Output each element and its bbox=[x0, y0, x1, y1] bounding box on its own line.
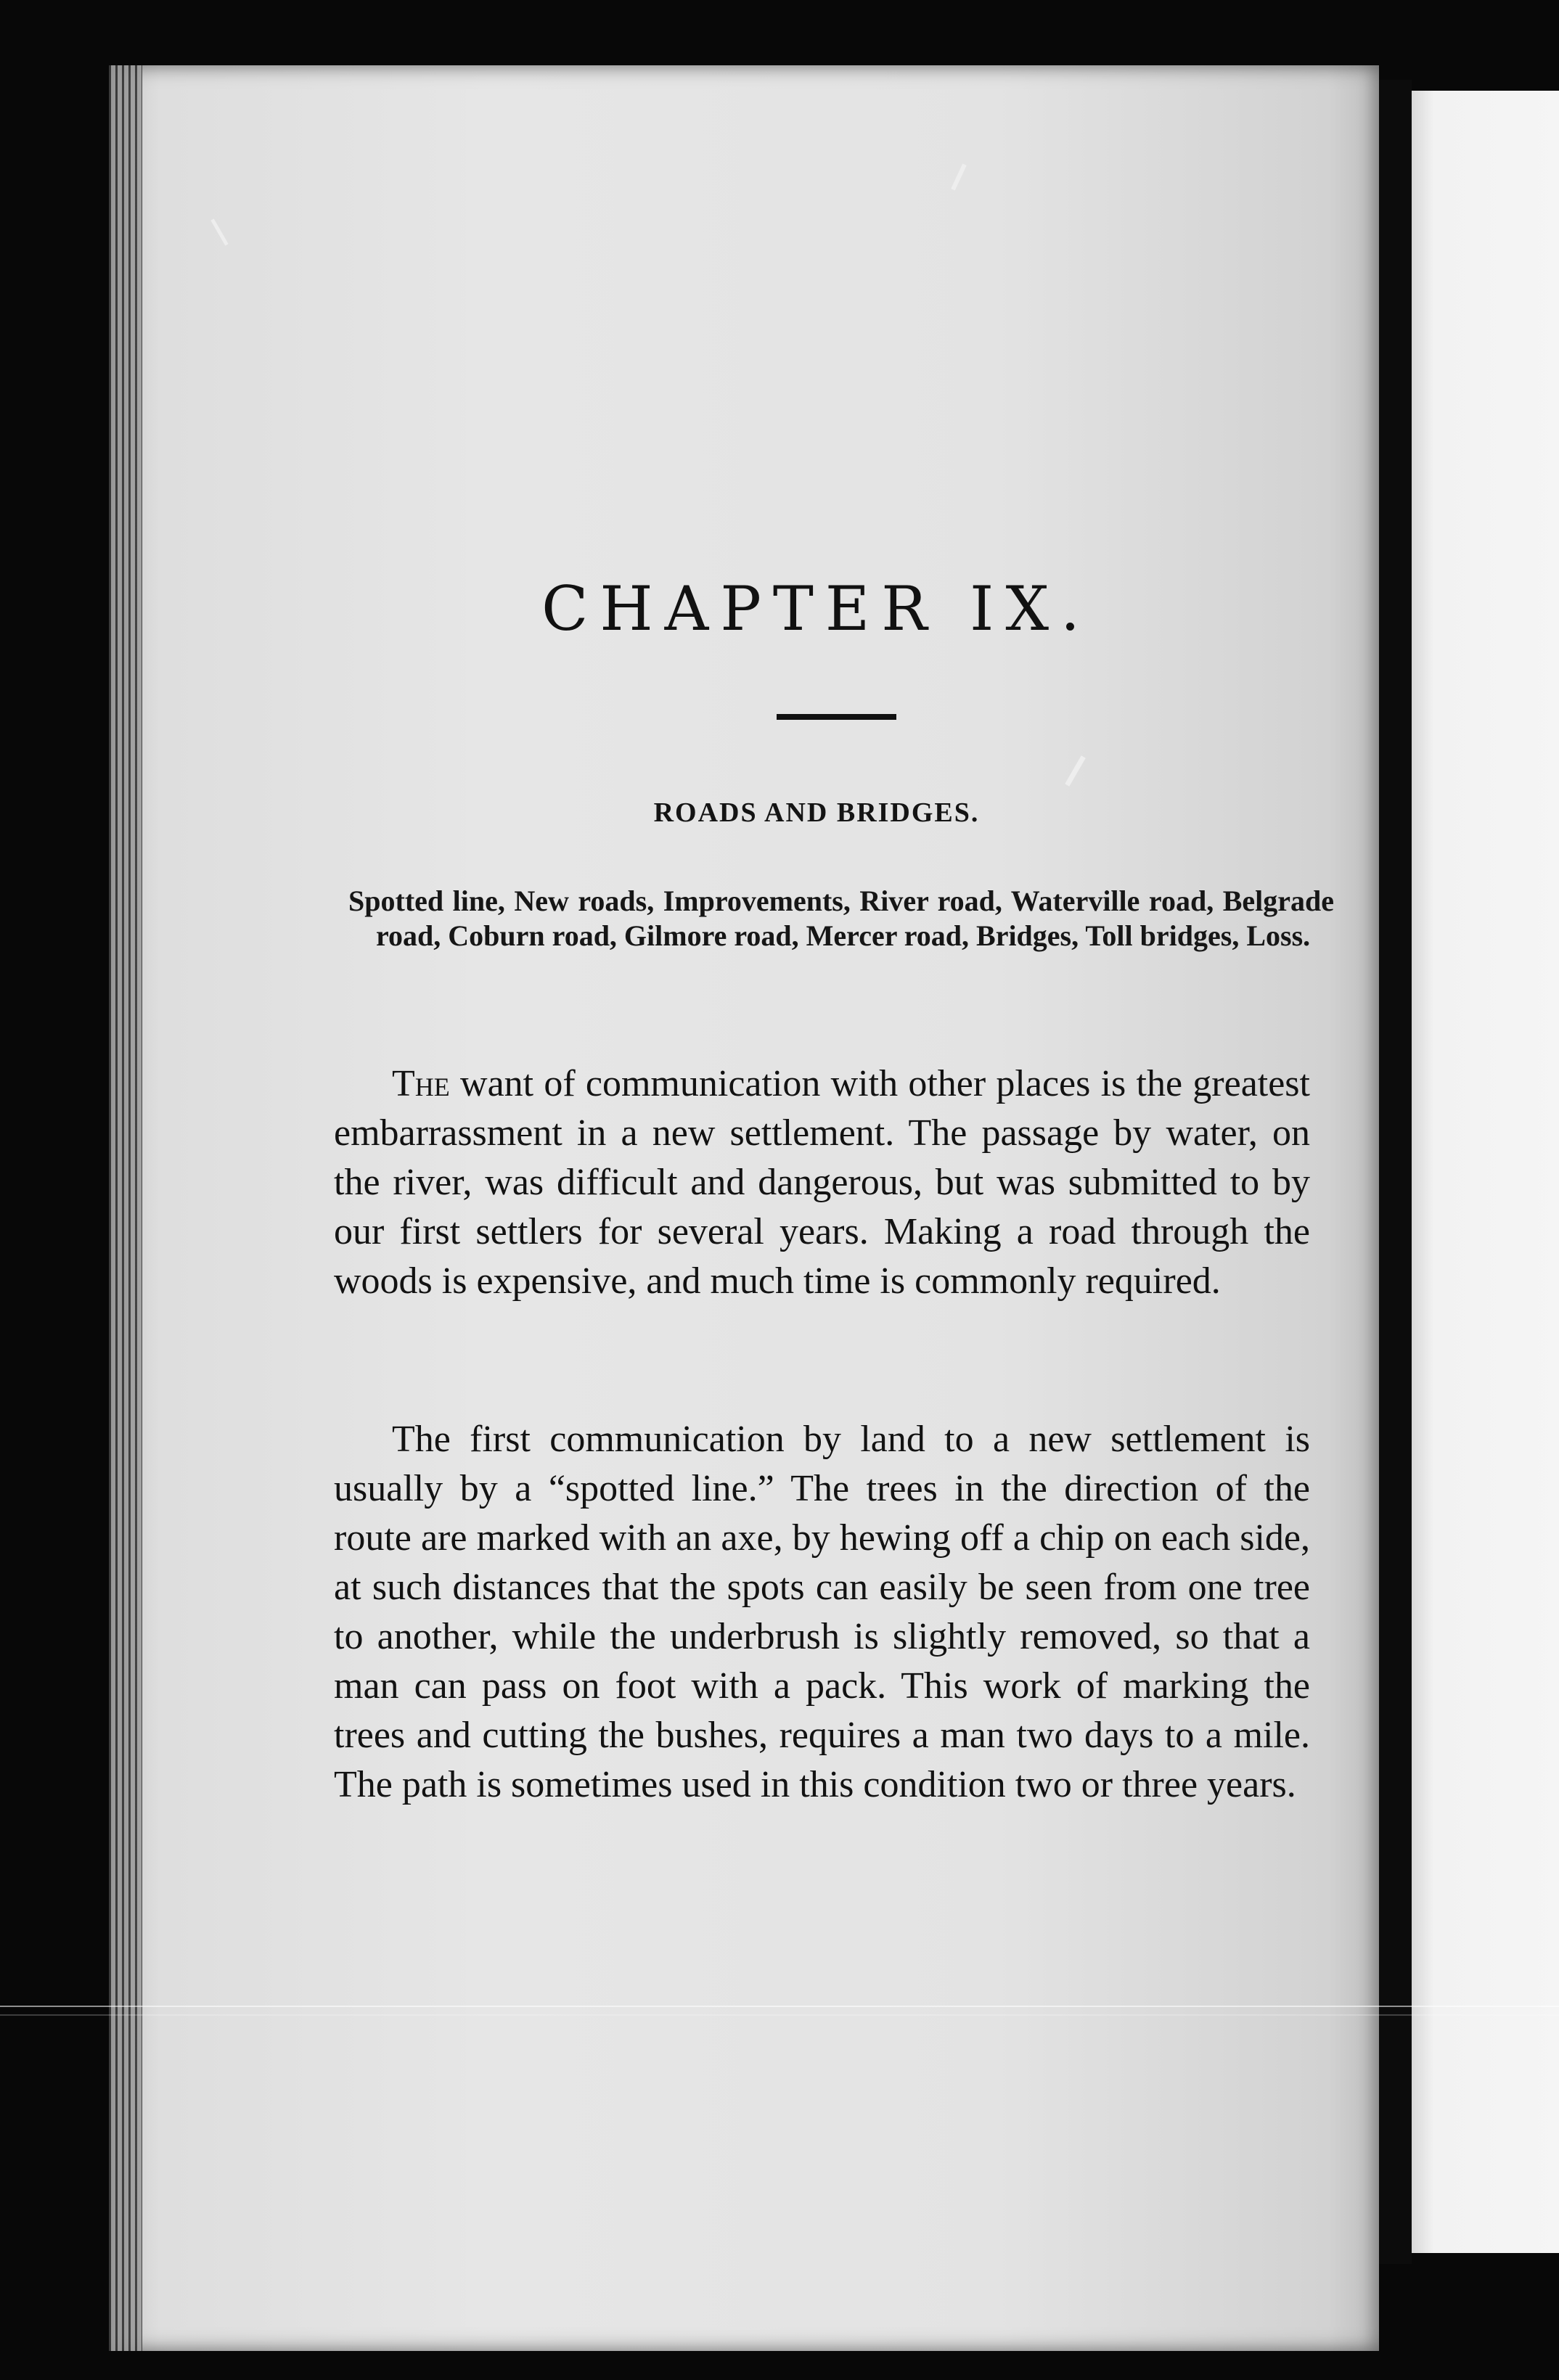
scan-artifact-line bbox=[0, 2014, 1559, 2016]
page-binding-edge bbox=[109, 65, 142, 2351]
section-heading: ROADS AND BRIDGES. bbox=[653, 797, 980, 828]
paragraph-2: The first communication by land to a new settlement is usually by a “spotted line.” The trees in the direction of the route are marked with an axe, by hewing off a chip on each side, at such distances that the spots can easily be seen from one tree to another, while the underbrush is slightly removed, so that a man can pass on foot with a pack. This work of marking the trees and cutting the bushes, requires a man two days to a mile. The path is sometimes used in this condition two or three years. bbox=[334, 1419, 1310, 1805]
paragraph-1 bbox=[334, 1059, 1310, 1306]
chapter-summary: Spotted line, New roads, Improvements, River road, Waterville road, Belgrade road, Coburn road, Gilmore road, Mercer road, Bridges, Toll bridges, Loss. bbox=[348, 885, 1334, 952]
drop-word: The bbox=[392, 1063, 450, 1104]
chapter-title: CHAPTER IX. bbox=[541, 573, 1092, 644]
page-gutter bbox=[1379, 80, 1412, 2264]
paragraph-1-text: want of communication with other places is the greatest embarrassment in a new settlement. The passage by water, on the river, was difficult and dangerous, but was submitted to by our first settlers for several years. Making a road through the woods is expensive, and much time is commonly required. bbox=[334, 1063, 1310, 1302]
facing-page-edge bbox=[1412, 91, 1559, 2253]
scan-artifact-line bbox=[0, 2006, 1559, 2007]
title-rule bbox=[777, 714, 896, 720]
